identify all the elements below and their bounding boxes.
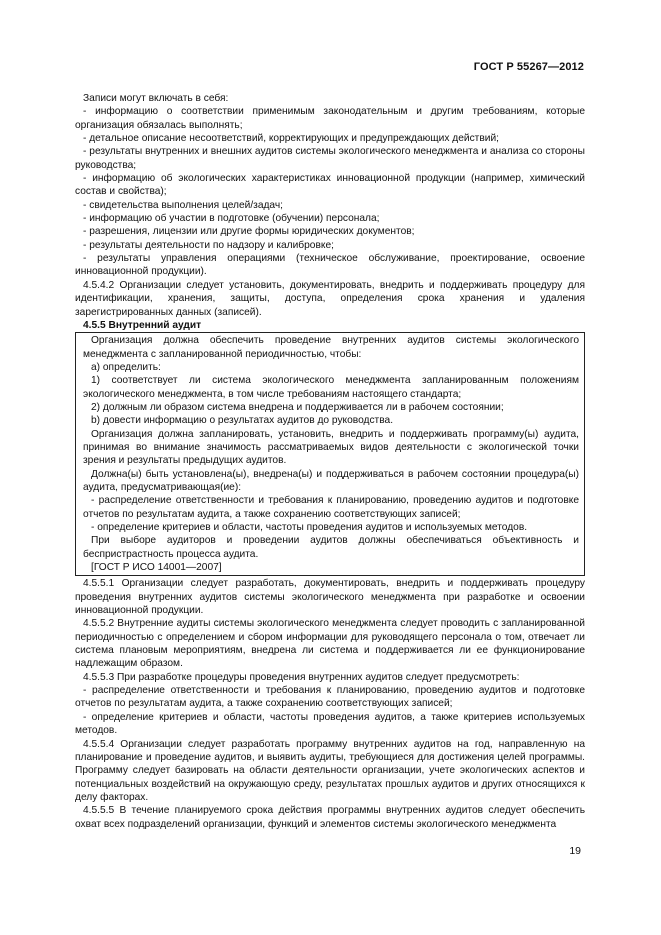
list-item: - разрешения, лицензии или другие формы юридических документов; <box>83 226 415 238</box>
list-item: - результаты внутренних и внешних аудитов системы экологического менеджмента и анализа со стороны руководства; <box>75 146 585 171</box>
clause-4-5-5-3: 4.5.5.3 При разработке процедуры проведения внутренних аудитов следует предусмотреть: <box>83 671 520 683</box>
box-paragraph: - определение критериев и области, частоты проведения аудитов и используемых методов. <box>91 522 528 533</box>
page-number: 19 <box>569 845 581 857</box>
box-citation: [ГОСТ Р ИСО 14001—2007] <box>91 562 222 574</box>
section-heading: 4.5.5 Внутренний аудит <box>83 319 202 331</box>
clause-4-5-4-2: 4.5.4.2 Организации следует установить, документировать, внедрить и поддерживать процедуру для идентификации, хранения, защиты, доступа, определения срока хранения и удаления зарегистрированных данных (записей). <box>75 279 585 318</box>
clause-4-5-5-5: 4.5.5.5 В течение планируемого срока действия программы внутренних аудитов следует обеспечить охват всех подразделений организации, функций и элементов системы экологического менеджмента <box>75 805 585 830</box>
box-paragraph: a) определить: <box>91 361 161 373</box>
document-code-header: ГОСТ Р 55267—2012 <box>473 61 584 73</box>
paragraph: Записи могут включать в себя: <box>83 93 229 104</box>
list-item: - определение критериев и области, частоты проведения аудитов, а также критериев используемых методов. <box>75 711 585 737</box>
list-item: - детальное описание несоответствий, корректирующих и предупреждающих действий; <box>83 133 499 145</box>
list-item: - информацию об экологических характеристиках инновационной продукции (например, химический состав и свойства); <box>75 173 585 198</box>
list-item: - свидетельства выполнения целей/задач; <box>83 199 284 211</box>
box-paragraph: 2) должным ли образом система внедрена и поддерживается ли в рабочем состоянии; <box>91 401 504 413</box>
list-item: - распределение ответственности и требования к планированию, проведению аудитов и подготовке отчетов по результатам аудита, а также сохранению соответствующих записей; <box>75 685 585 710</box>
box-paragraph: 1) соответствует ли система экологического менеджмента запланированным положениям экологического менеджмента, в том числе требованиям настоящего стандарта; <box>83 375 579 400</box>
quoted-standard-box <box>75 332 585 576</box>
list-item: - результаты деятельности по надзору и калибровке; <box>83 239 334 251</box>
box-paragraph: Организация должна обеспечить проведение внутренних аудитов системы экологического менеджмента с запланированной периодичностью, чтобы: <box>83 335 579 360</box>
clause-4-5-5-4: 4.5.5.4 Организации следует разработать программу внутренних аудитов на год, направленную на планирование и проведение аудитов, и выявить аудиты, требующиеся для достижения целей программы. Программу следует базировать на области деятельности организации, учете экологических аспектов и потенциальных воздействий на окружающую среду, результатах прошлых аудитов и других относящихся к делу факторах. <box>75 738 585 803</box>
list-item: - информацию об участии в подготовке (обучении) персонала; <box>83 213 380 225</box>
clause-4-5-5-2: 4.5.5.2 Внутренние аудиты системы экологического менеджмента следует проводить с запланированной периодичностью с определением и сбором информации для руководящего персонала о том, отвечает ли система плановым мероприятиям, внедрена ли система и поддерживается ли ее функционирование надлежащим образом. <box>75 618 585 670</box>
page-body <box>75 92 585 831</box>
box-paragraph: - распределение ответственности и требования к планированию, проведению аудитов и подготовке отчетов по результатам аудита, а также сохранению соответствующих записей; <box>83 495 579 520</box>
box-paragraph: Организация должна запланировать, установить, внедрить и поддерживать программу(ы) аудита, принимая во внимание значимость рассматриваемых видов деятельности с экологической точки зрения и результаты предыдущих аудитов. <box>83 428 579 467</box>
clause-4-5-5-1: 4.5.5.1 Организации следует разработать, документировать, внедрить и поддерживать процедуру проведения внутренних аудитов системы экологического менеджмента при разработке и освоении инновационной продукции. <box>75 578 585 617</box>
box-paragraph: При выборе аудиторов и проведении аудитов должны обеспечиваться объективность и беспристрастность процесса аудита. <box>83 535 579 560</box>
box-paragraph: Должна(ы) быть установлена(ы), внедрена(ы) и поддерживаться в рабочем состоянии процедура(ы) аудита, предусматривающая(ие): <box>83 468 579 493</box>
list-item: - информацию о соответствии применимым законодательным и другим требованиям, которые организация обязалась выполнять; <box>75 106 585 131</box>
list-item: - результаты управления операциями (техническое обслуживание, проектирование, освоение инновационной продукции). <box>75 253 585 278</box>
box-paragraph: b) довести информацию о результатах аудитов до руководства. <box>91 415 394 427</box>
